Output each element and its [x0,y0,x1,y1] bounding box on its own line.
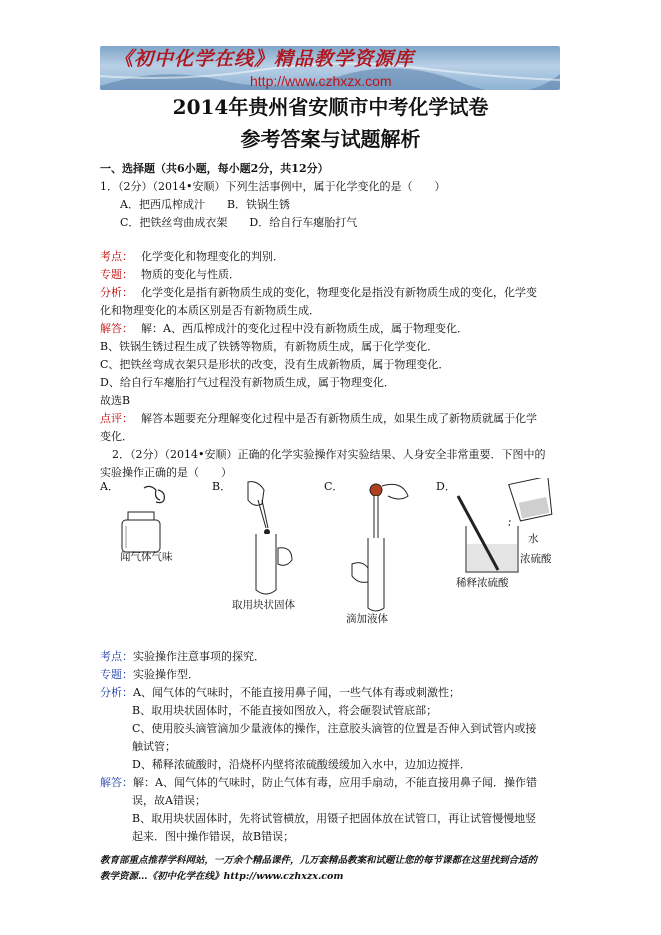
figure-a [100,478,200,568]
jieda-text: 解：A、西瓜榨成汁的变化过程中没有新物质生成，属于物理变化． [141,322,468,335]
q2-fenxi-c-cont: 触试管； [132,740,176,753]
q2-jieda-label: 解答： [100,776,133,789]
q1-jieda [100,320,468,338]
dropper-illustration [324,478,424,618]
q2-jieda-b: B、取用块状固体时，先将试管横放，用镊子把固体放在试管口，再让试管慢慢地竖 [132,812,537,825]
q1-dianping-cont: 变化． [100,430,133,443]
figure-d-acid-label: 浓硫酸 [520,553,552,565]
figure-d [436,478,566,594]
q1-options-cd: C．把铁丝弯曲成衣架 D．给自行车瘪胎打气 [120,216,358,229]
q1-jieda-b: B、铁锅生锈过程生成了铁锈等物质，有新物质生成，属于化学变化． [100,340,439,353]
q2-jieda-b-cont: 起来．图中操作错误，故B错误； [132,830,295,843]
q1-jieda-c: C、把铁丝弯成衣架只是形状的改变，没有生成新物质，属于物理变化． [100,358,450,371]
q2-fenxi-d: D、稀释浓硫酸时，沿烧杯内壁将浓硫酸缓缓加入水中，边加边搅拌． [132,758,471,771]
q2-zhuanti [100,666,199,684]
figure-b-caption: 取用块状固体 [232,599,295,611]
figure-b [212,478,312,618]
banner-url[interactable]: http://www.czhxzx.com [250,73,392,89]
footer-line-1: 教育部重点推荐学科网站，一万余个精品课件，几万套精品教案和试题让您的每节课都在这里找到合适的 [100,855,538,866]
q1-kaodian [100,248,284,266]
figure-c-letter: C． [324,480,344,493]
q2-fenxi-b: B、取用块状固体时，不能直接如图放入，将会砸裂试管底部； [132,704,438,717]
fenxi-label: 分析： [100,286,133,299]
q1-zhuanti [100,266,240,284]
dianping-label: 点评： [100,412,133,425]
q2-zhuanti-label: 专题： [100,668,133,681]
jieda-label: 解答： [100,322,133,335]
figure-d-water-label: 水 [528,533,539,545]
test-tube-solid-illustration [212,478,312,598]
q2-jieda-a-cont: 误，故A错误； [132,794,206,807]
kaodian-label: 考点： [100,250,133,263]
q2-kaodian [100,648,265,666]
q1-fenxi-cont: 化和物理变化的本质区别是否有新物质生成． [100,304,320,317]
q1-fenxi [100,284,537,302]
figure-a-caption: 闻气体气味 [120,551,173,563]
zhuanti-label: 专题： [100,268,133,281]
figure-a-letter: A． [100,480,119,493]
kaodian-text: 化学变化和物理变化的判别． [141,250,284,263]
footer-line-2: 教学资源…《初中化学在线》http://www.czhxzx.com [100,871,344,882]
figure-c [324,478,424,628]
figure-d-letter: D． [436,480,456,493]
q1-options-ab: A．把西瓜榨成汁 B．铁锅生锈 [120,198,291,211]
q1-dianping [100,410,537,428]
q2-zhuanti-text: 实验操作型． [133,668,199,681]
q2-fenxi-c: C、使用胶头滴管滴加少量液体的操作，注意胶头滴管的位置是否伸入到试管内或接 [132,722,537,735]
q2-stem: 2．（2分）（2014•安顺）正确的化学实验操作对实验结果、人身安全非常重要．下图中的 [112,448,546,461]
figure-d-caption: 稀释浓硫酸 [456,577,509,589]
q2-kaodian-label: 考点： [100,650,133,663]
q2-kaodian-text: 实验操作注意事项的探究． [133,650,265,663]
q2-fenxi-label: 分析： [100,686,133,699]
q2-fenxi-text: A、闻气体的气味时，不能直接用鼻子闻，一些气体有毒或刺激性； [133,686,460,699]
fenxi-text: 化学变化是指有新物质生成的变化，物理变化是指没有新物质生成的变化，化学变 [141,286,537,299]
q1-stem: 1．（2分）（2014•安顺）下列生活事例中，属于化学变化的是（ ） [100,180,446,193]
q1-answer: 故选B [100,394,131,407]
q2-stem-cont: 实验操作正确的是（ ） [100,466,232,479]
q1-jieda-d: D、给自行车瘪胎打气过程没有新物质生成，属于物理变化． [100,376,395,389]
section-heading: 一、选择题（共6小题，每小题2分，共12分） [100,162,329,175]
header-banner [100,46,560,90]
figure-b-letter: B． [212,480,232,493]
gas-bottle-illustration [100,482,200,554]
zhuanti-text: 物质的变化与性质． [141,268,240,281]
page-subtitle: 参考答案与试题解析 [240,127,421,151]
q2-fenxi [100,684,460,702]
banner-title: 《初中化学在线》精品教学资源库 [114,48,415,70]
q2-jieda [100,774,537,792]
dianping-text: 解答本题要充分理解变化过程中是否有新物质生成，如果生成了新物质就属于化学 [141,412,537,425]
page-title: 2014年贵州省安顺市中考化学试卷 [172,95,489,119]
figure-c-caption: 滴加液体 [346,613,388,625]
q2-jieda-text: 解：A、闻气体的气味时，防止气体有毒，应用手扇动，不能直接用鼻子闻．操作错 [133,776,537,789]
